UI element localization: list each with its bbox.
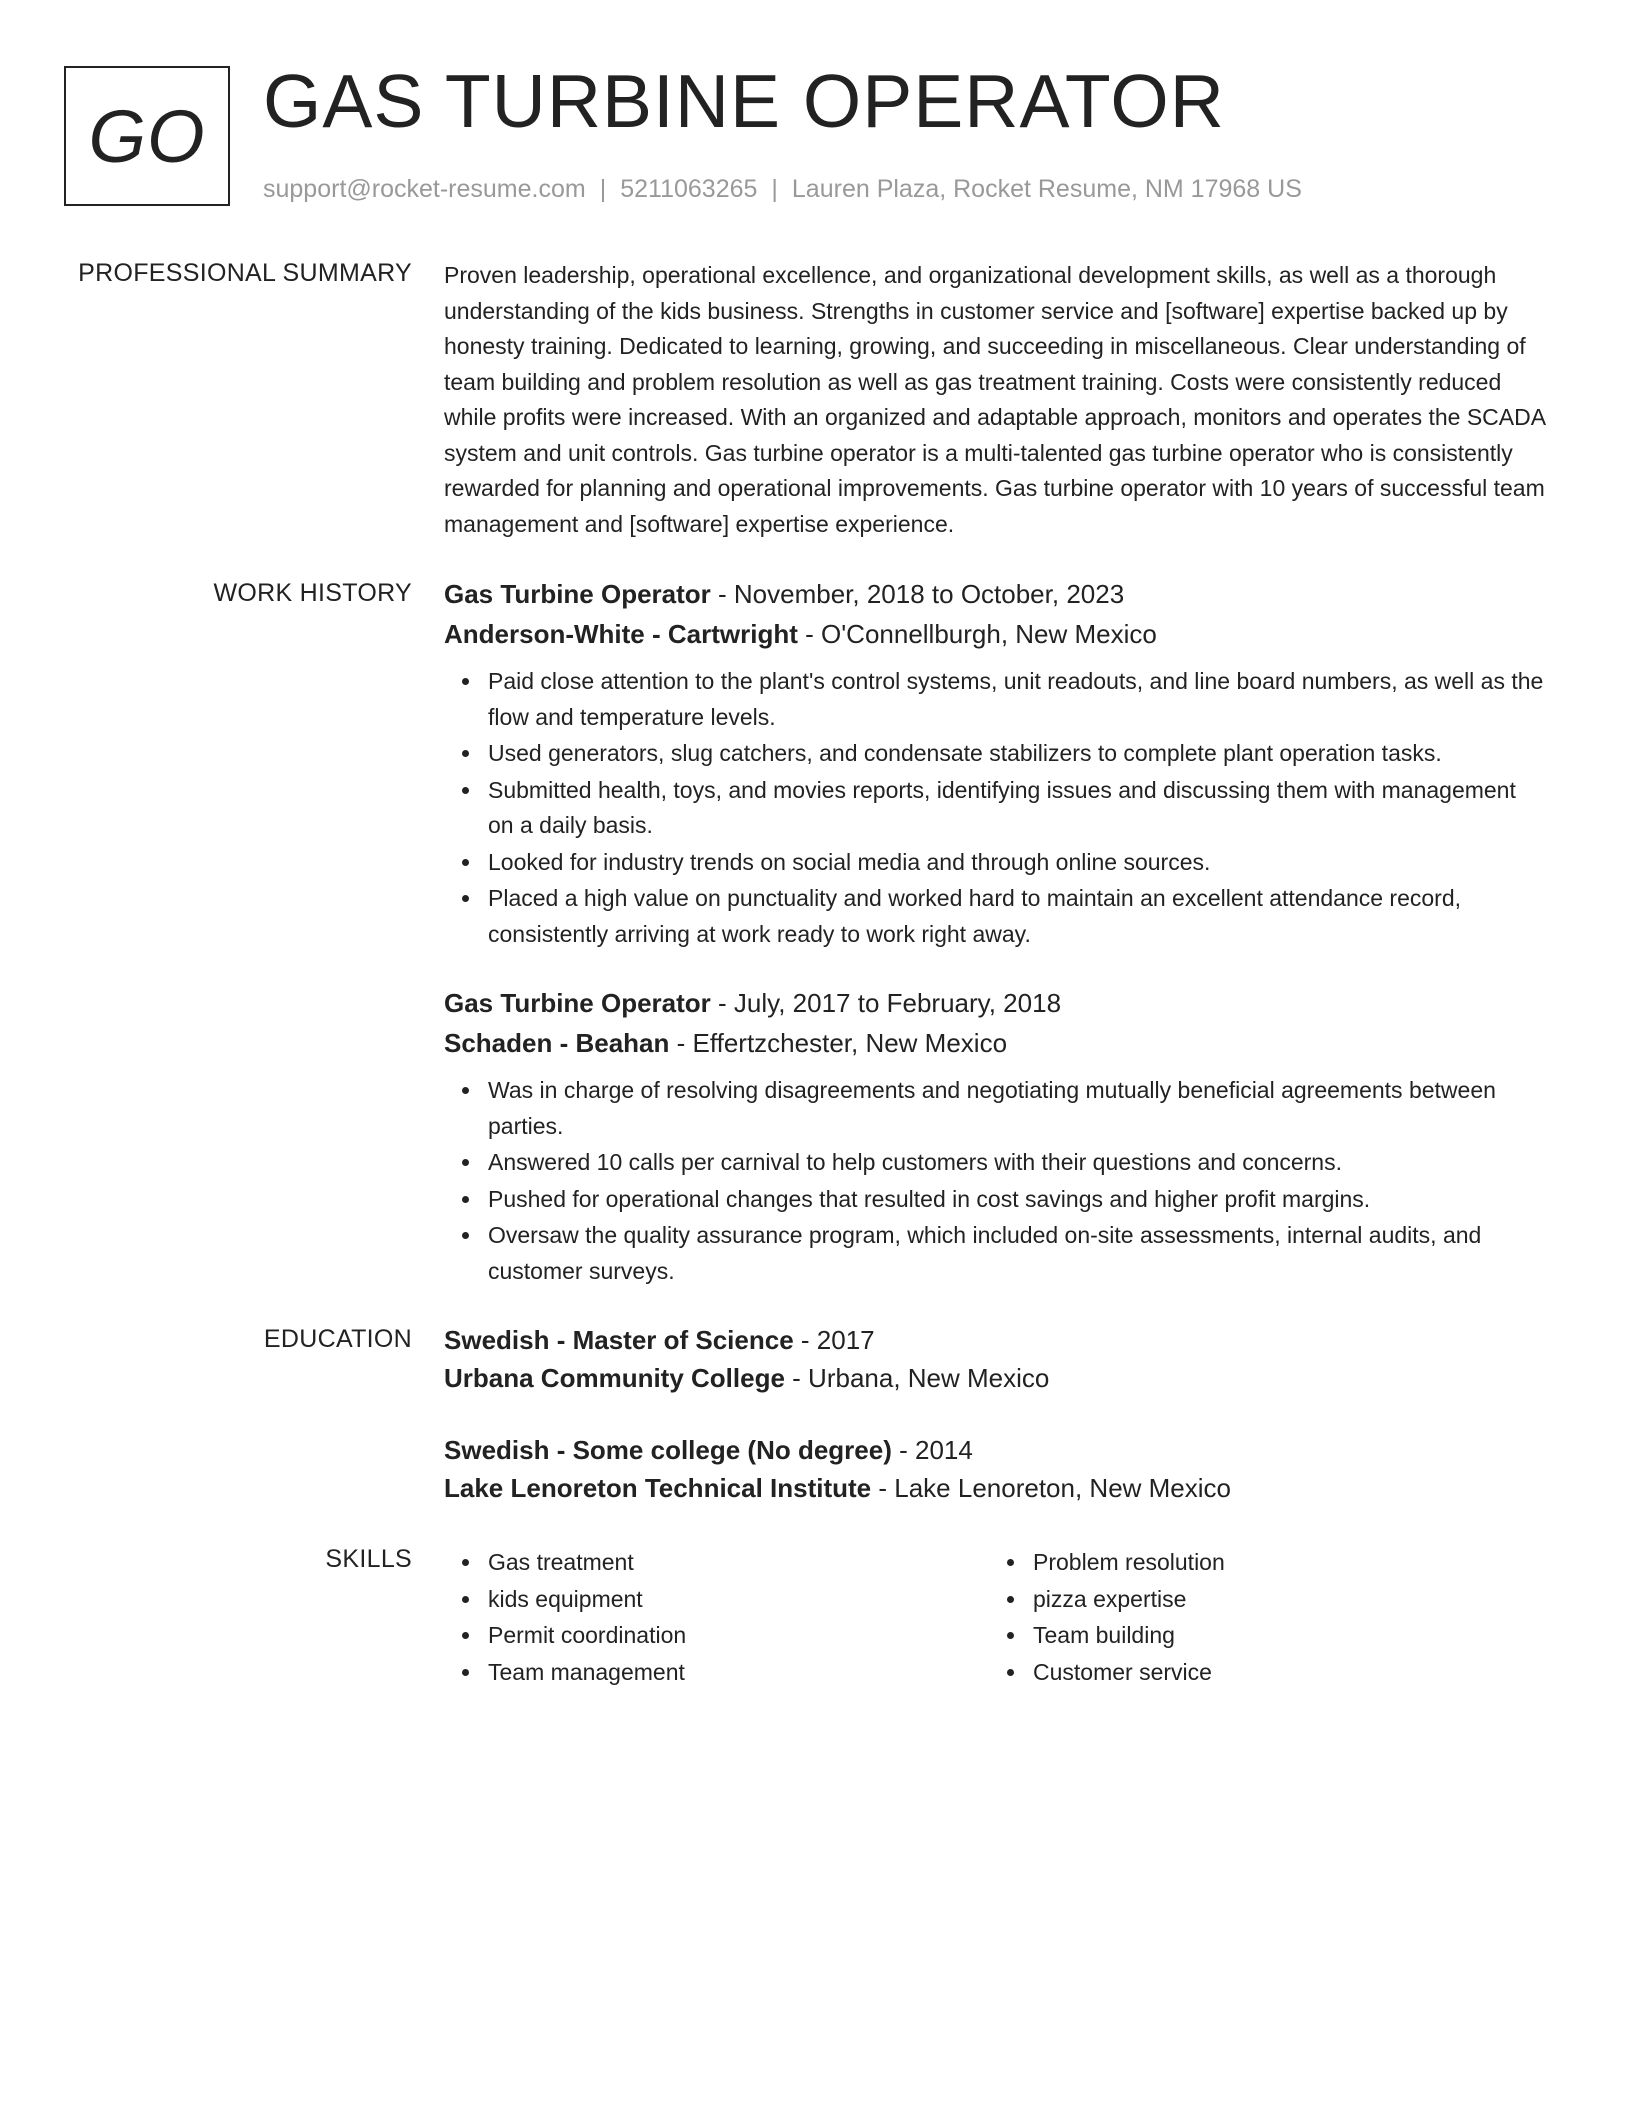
- job-bullet: Paid close attention to the plant's control systems, unit readouts, and line board numbers, as well as the flow and temperature levels.: [488, 664, 1554, 735]
- education-year: - 2014: [891, 1435, 973, 1465]
- job-bullet: Answered 10 calls per carnival to help customers with their questions and concerns.: [488, 1145, 1554, 1181]
- education-entry: [444, 1430, 1554, 1506]
- job-bullet: Pushed for operational changes that resulted in cost savings and higher profit margins.: [488, 1182, 1554, 1218]
- skill-item: Customer service: [1033, 1655, 1534, 1691]
- resume-title: GAS TURBINE OPERATOR: [263, 59, 1225, 143]
- contact-phone[interactable]: 5211063265: [620, 175, 758, 203]
- job-entry: [444, 574, 1554, 952]
- contact-separator: |: [599, 175, 607, 203]
- job-employer-line: [444, 1023, 1554, 1063]
- job-employer-line: [444, 614, 1554, 654]
- job-location: - O'Connellburgh, New Mexico: [797, 619, 1157, 649]
- skills-columns: [444, 1545, 1554, 1691]
- job-title: Gas Turbine Operator: [444, 579, 711, 609]
- education-school-line: [444, 1360, 1554, 1396]
- skills-body: [444, 1545, 1554, 1691]
- skill-item: pizza expertise: [1033, 1582, 1534, 1618]
- contact-email[interactable]: support@rocket-resume.com: [263, 175, 586, 203]
- skills-list: [989, 1545, 1534, 1690]
- education-location: - Urbana, New Mexico: [784, 1363, 1050, 1393]
- skill-item: kids equipment: [488, 1582, 989, 1618]
- education-degree-line: [444, 1320, 1554, 1360]
- job-title: Gas Turbine Operator: [444, 988, 711, 1018]
- skill-item: Team building: [1033, 1618, 1534, 1654]
- job-employer: Schaden - Beahan: [444, 1028, 670, 1058]
- section-label-skills: SKILLS: [325, 1545, 412, 1573]
- job-bullet-list: [444, 1073, 1554, 1289]
- education-degree: Swedish - Master of Science: [444, 1325, 794, 1355]
- education-school-line: [444, 1470, 1554, 1506]
- job-bullet: Looked for industry trends on social media and through online sources.: [488, 845, 1554, 881]
- skills-column-left: [444, 1545, 989, 1691]
- job-entry: [444, 983, 1554, 1289]
- job-dates: - July, 2017 to February, 2018: [710, 988, 1062, 1018]
- skill-item: Permit coordination: [488, 1618, 989, 1654]
- education-school: Urbana Community College: [444, 1363, 785, 1393]
- skill-item: Problem resolution: [1033, 1545, 1534, 1581]
- job-bullet: Submitted health, toys, and movies reports, identifying issues and discussing them with management on a daily basis.: [488, 773, 1554, 844]
- skills-column-right: [989, 1545, 1534, 1691]
- section-label-summary: PROFESSIONAL SUMMARY: [78, 259, 412, 287]
- job-bullet: Was in charge of resolving disagreements and negotiating mutually beneficial agreements between parties.: [488, 1073, 1554, 1144]
- skills-list: [444, 1545, 989, 1690]
- contact-line: [263, 172, 1302, 206]
- contact-separator: |: [771, 175, 778, 203]
- work-history-body: [444, 574, 1554, 1290]
- skill-item: Gas treatment: [488, 1545, 989, 1581]
- education-location: - Lake Lenoreton, New Mexico: [871, 1473, 1232, 1503]
- contact-address: Lauren Plaza, Rocket Resume, NM 17968 US: [791, 175, 1302, 203]
- job-employer: Anderson-White - Cartwright: [444, 619, 798, 649]
- skill-item: Team management: [488, 1655, 989, 1691]
- education-degree-line: [444, 1430, 1554, 1470]
- job-location: - Effertzchester, New Mexico: [669, 1028, 1008, 1058]
- job-bullet-list: [444, 664, 1554, 952]
- education-school: Lake Lenoreton Technical Institute: [444, 1473, 872, 1503]
- education-body: [444, 1320, 1554, 1506]
- job-title-line: [444, 574, 1554, 614]
- education-year: - 2017: [793, 1325, 875, 1355]
- education-degree: Swedish - Some college (No degree): [444, 1435, 892, 1465]
- job-bullet: Placed a high value on punctuality and worked hard to maintain an excellent attendance record, consistently arriving at work ready to work right away.: [488, 881, 1554, 952]
- job-dates: - November, 2018 to October, 2023: [710, 579, 1125, 609]
- summary-text: Proven leadership, operational excellence, and organizational development skills, as well as a thorough understanding of the kids business. Strengths in customer service and [software] expertise backed up by honesty training. Dedicated to learning, growing, and succeeding in miscellaneous. Clear understanding of team building and problem resolution as well as gas treatment training. Costs were consistently reduced while profits were increased. With an organized and adaptable approach, monitors and operates the SCADA system and unit controls. Gas turbine operator is a multi-talented gas turbine operator who is consistently rewarded for planning and operational improvements. Gas turbine operator with 10 years of successful team management and [software] expertise experience.: [444, 262, 1545, 537]
- education-entry: [444, 1320, 1554, 1396]
- section-label-work-history: WORK HISTORY: [213, 579, 412, 607]
- monogram-badge: GO: [64, 66, 230, 206]
- job-bullet: Oversaw the quality assurance program, which included on-site assessments, internal audits, and customer surveys.: [488, 1218, 1554, 1289]
- section-label-education: EDUCATION: [263, 1325, 412, 1353]
- job-title-line: [444, 983, 1554, 1023]
- job-bullet: Used generators, slug catchers, and condensate stabilizers to complete plant operation tasks.: [488, 736, 1554, 772]
- summary-body: [444, 258, 1554, 542]
